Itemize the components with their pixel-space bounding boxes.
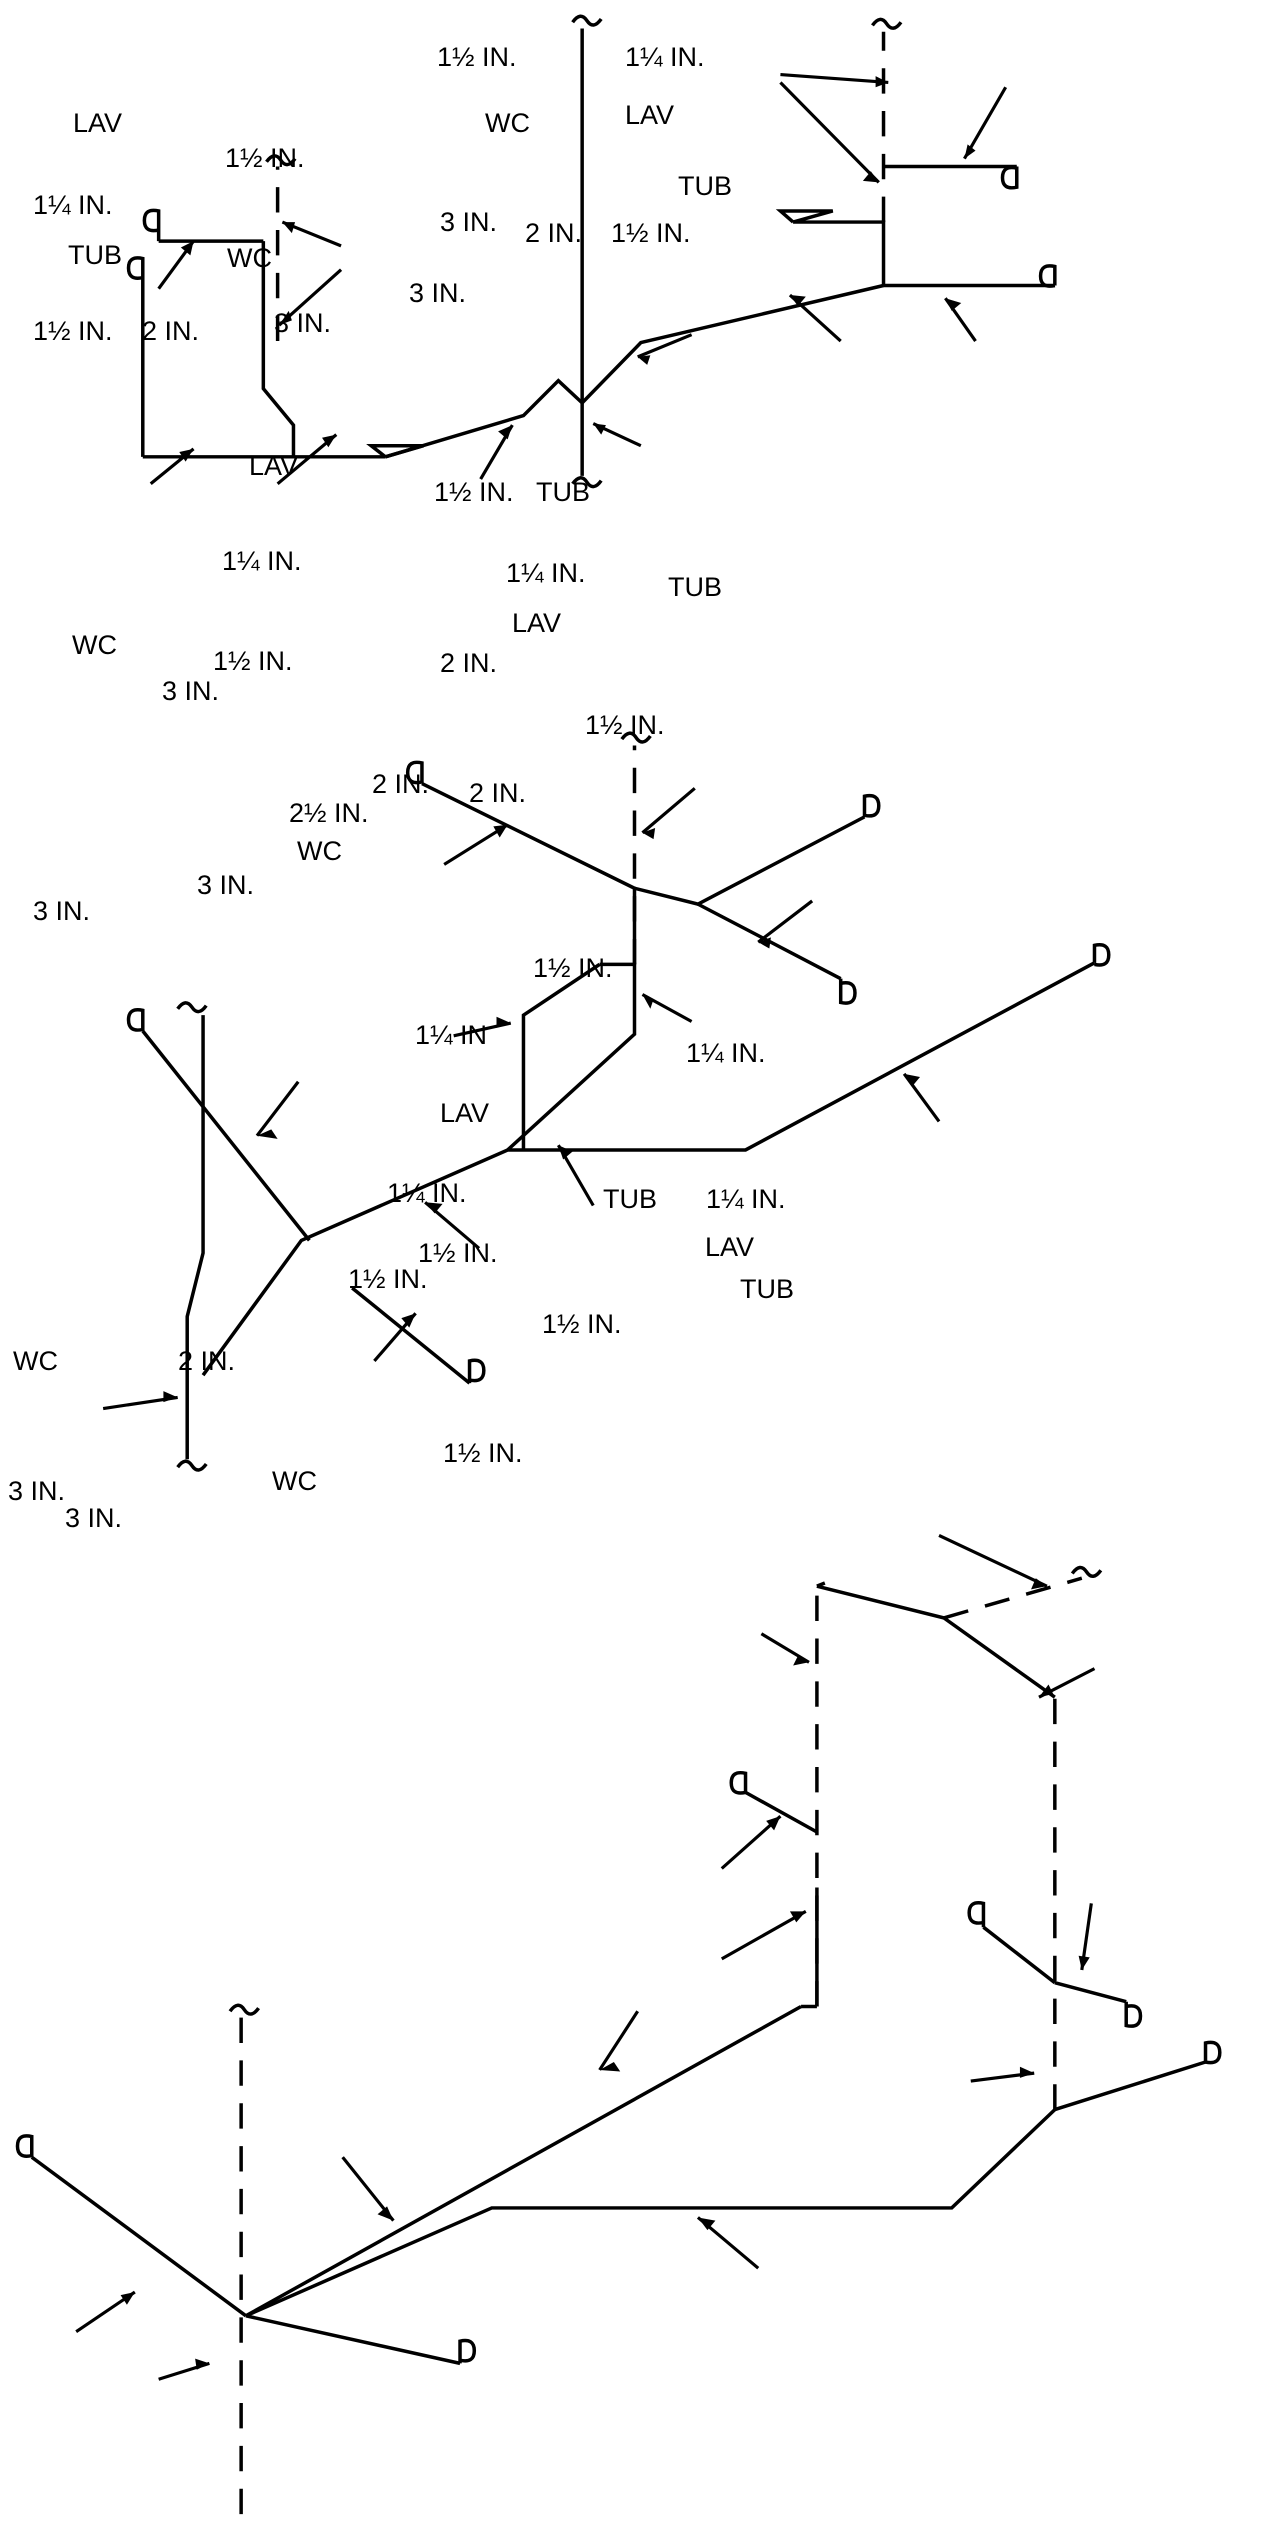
diagram2-label-size-2-c: 2 IN. <box>469 778 527 808</box>
diagram3-label-size-1-25-d: 1¼ IN. <box>706 1184 786 1214</box>
diagram2-label-size-1-5-a: 1½ IN. <box>434 477 514 507</box>
diagram1-label-size-2-b: 2 IN. <box>525 218 583 248</box>
diagram1-label-size-3-b: 3 IN. <box>409 278 467 308</box>
diagram1-label-wc-left: WC <box>227 243 272 273</box>
diagram1-label-wc-right: WC <box>485 108 530 138</box>
diagram2-label-wc-left: WC <box>72 630 117 660</box>
diagram3-label-wc-left: WC <box>13 1346 58 1376</box>
diagram2-label-size-3-a: 3 IN. <box>162 676 220 706</box>
diagram1-label-size-1-5-a: 1½ IN. <box>225 143 305 173</box>
diagram2-label-size-1-25-a: 1¼ IN. <box>222 546 302 576</box>
diagram3-label-size-1-5-a: 1½ IN. <box>533 953 613 983</box>
diagram2-label-lav-top: LAV <box>249 451 299 481</box>
diagram1-label-size-3-a: 3 IN. <box>274 308 332 338</box>
diagram2-label-size-1-25-b: 1¼ IN. <box>506 558 586 588</box>
diagram2-label-size-3-b: 3 IN. <box>197 870 255 900</box>
diagram3-label-lav-right: LAV <box>705 1232 755 1262</box>
diagram3-label-size-1-25-c: 1¼ IN. <box>387 1178 467 1208</box>
diagram1-label-size-1-5-b: 1½ IN. <box>33 316 113 346</box>
diagram1-label-size-1-5-d: 1½ IN. <box>611 218 691 248</box>
diagram1-label-size-3-c: 3 IN. <box>440 207 498 237</box>
diagram1-label-lav-left: LAV <box>73 108 123 138</box>
diagram2-label-wc-bottom: WC <box>297 836 342 866</box>
diagram3-label-wc-bottom: WC <box>272 1466 317 1496</box>
diagram3-label-size-1-25-a: 1¼ IN <box>415 1020 488 1050</box>
diagram1-label-size-1-25-b: 1¼ IN. <box>625 42 705 72</box>
diagram2-label-size-3-c: 3 IN. <box>33 896 91 926</box>
diagram3-label-size-3-b: 3 IN. <box>65 1503 123 1533</box>
diagram3-label-size-2-a: 2 IN. <box>178 1346 236 1376</box>
diagram2-label-tub-right: TUB <box>668 572 722 602</box>
diagram1-label-size-1-25-a: 1¼ IN. <box>33 190 113 220</box>
diagram3-label-size-3-a: 3 IN. <box>8 1476 66 1506</box>
diagram3-label-tub-right: TUB <box>740 1274 794 1304</box>
diagram2-label-size-1-5-b: 1½ IN. <box>213 646 293 676</box>
diagram3-label-size-1-5-b: 1½ IN. <box>418 1238 498 1268</box>
diagram1-label-size-2-a: 2 IN. <box>142 316 200 346</box>
diagram3-label-size-1-25-b: 1¼ IN. <box>686 1038 766 1068</box>
diagram2-label-size-1-5-c: 1½ IN. <box>585 710 665 740</box>
diagram3-label-size-1-5-d: 1½ IN. <box>542 1309 622 1339</box>
diagram2-label-size-2-b: 2 IN. <box>372 769 430 799</box>
diagram3-label-size-1-5-e: 1½ IN. <box>443 1438 523 1468</box>
diagram-3-lines <box>17 1535 1219 2522</box>
diagram1-label-tub-left: TUB <box>68 240 122 270</box>
diagram3-label-tub-mid: TUB <box>603 1184 657 1214</box>
diagram1-label-lav-right: LAV <box>625 100 675 130</box>
diagram1-label-size-1-5-c: 1½ IN. <box>437 42 517 72</box>
diagram3-label-lav-left: LAV <box>440 1098 490 1128</box>
diagram3-label-size-1-5-c: 1½ IN. <box>348 1264 428 1294</box>
diagram-2-lines <box>103 733 1109 1470</box>
diagram2-label-size-2-a: 2 IN. <box>440 648 498 678</box>
diagram2-label-lav-right: LAV <box>512 608 562 638</box>
diagram1-label-tub-right: TUB <box>678 171 732 201</box>
diagram2-label-tub-top: TUB <box>536 477 590 507</box>
diagram2-label-size-2-5: 2½ IN. <box>289 798 369 828</box>
